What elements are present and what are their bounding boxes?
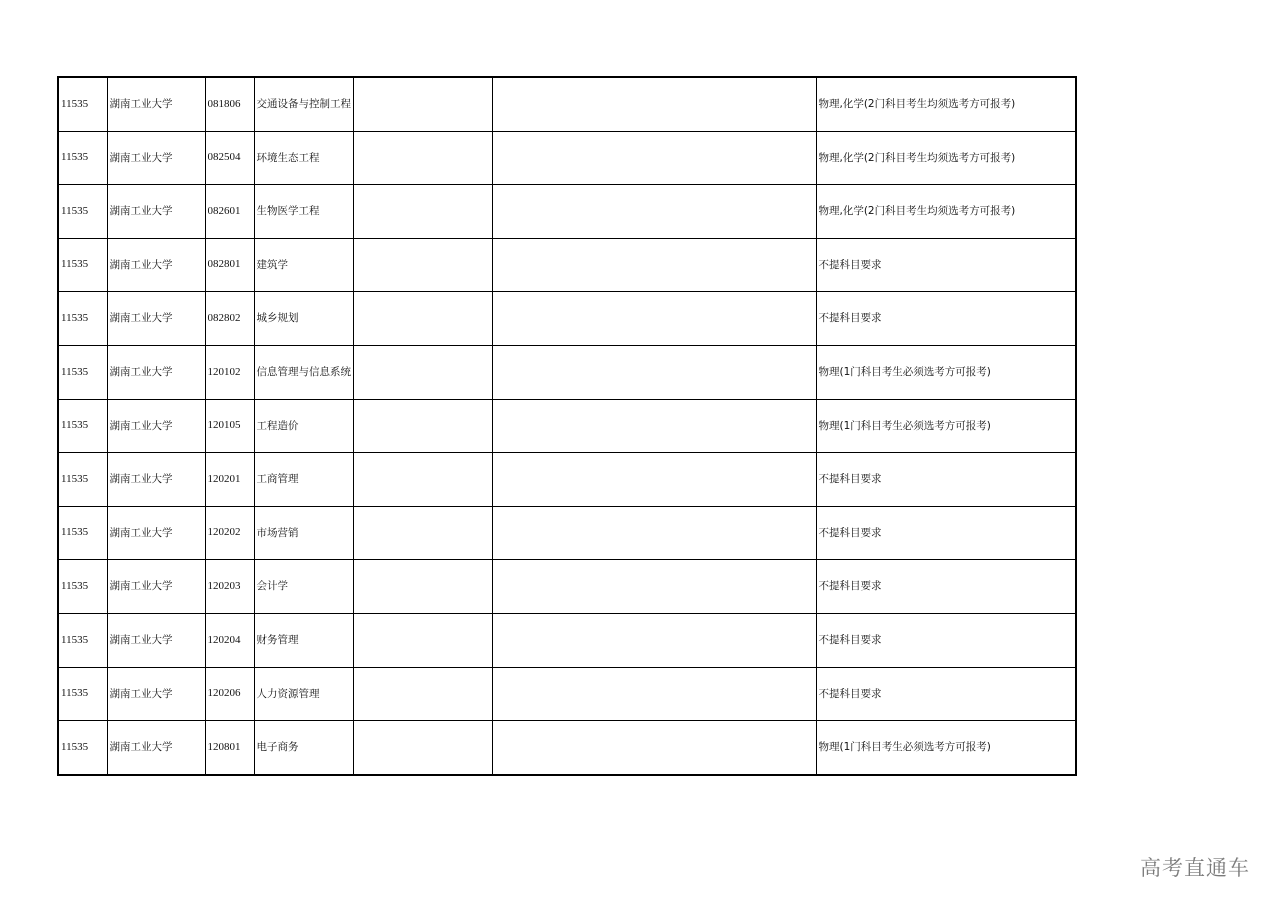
table-row xyxy=(58,345,1076,399)
school-name-cell: 湖南工业大学 xyxy=(107,721,205,775)
school-name-cell: 湖南工业大学 xyxy=(107,453,205,507)
empty-cell xyxy=(353,613,492,667)
major-name-cell: 交通设备与控制工程 xyxy=(254,77,353,131)
school-code-cell: 11535 xyxy=(58,238,107,292)
major-code-cell: 120203 xyxy=(205,560,254,614)
major-code-cell: 082504 xyxy=(205,131,254,185)
empty-cell xyxy=(353,238,492,292)
subject-requirement-cell: 物理(1门科目考生必须选考方可报考) xyxy=(816,721,1076,775)
empty-cell xyxy=(353,77,492,131)
subject-requirement-cell: 不提科目要求 xyxy=(816,292,1076,346)
empty-cell xyxy=(353,399,492,453)
empty-cell xyxy=(353,131,492,185)
table-row xyxy=(58,453,1076,507)
table-row xyxy=(58,560,1076,614)
empty-cell xyxy=(492,506,816,560)
empty-cell xyxy=(492,131,816,185)
table-body xyxy=(58,77,1076,775)
major-code-cell: 120204 xyxy=(205,613,254,667)
school-name-cell: 湖南工业大学 xyxy=(107,77,205,131)
table-row xyxy=(58,292,1076,346)
empty-cell xyxy=(353,345,492,399)
empty-cell xyxy=(492,453,816,507)
table-row xyxy=(58,238,1076,292)
watermark-text: 高考直通车 xyxy=(1140,856,1250,880)
subject-requirement-cell: 物理,化学(2门科目考生均须选考方可报考) xyxy=(816,185,1076,239)
school-name-cell: 湖南工业大学 xyxy=(107,238,205,292)
subject-requirement-cell: 物理,化学(2门科目考生均须选考方可报考) xyxy=(816,77,1076,131)
school-code-cell: 11535 xyxy=(58,131,107,185)
subject-requirement-cell: 物理(1门科目考生必须选考方可报考) xyxy=(816,399,1076,453)
table-row xyxy=(58,185,1076,239)
major-name-cell: 生物医学工程 xyxy=(254,185,353,239)
school-name-cell: 湖南工业大学 xyxy=(107,667,205,721)
subject-requirement-cell: 不提科目要求 xyxy=(816,506,1076,560)
empty-cell xyxy=(492,721,816,775)
school-name-cell: 湖南工业大学 xyxy=(107,613,205,667)
empty-cell xyxy=(353,560,492,614)
empty-cell xyxy=(353,506,492,560)
major-code-cell: 120102 xyxy=(205,345,254,399)
school-code-cell: 11535 xyxy=(58,560,107,614)
table-row xyxy=(58,721,1076,775)
major-code-cell: 081806 xyxy=(205,77,254,131)
major-name-cell: 城乡规划 xyxy=(254,292,353,346)
school-code-cell: 11535 xyxy=(58,345,107,399)
school-code-cell: 11535 xyxy=(58,77,107,131)
major-name-cell: 人力资源管理 xyxy=(254,667,353,721)
empty-cell xyxy=(492,399,816,453)
subject-requirement-cell: 不提科目要求 xyxy=(816,238,1076,292)
school-name-cell: 湖南工业大学 xyxy=(107,560,205,614)
subject-requirement-cell: 物理,化学(2门科目考生均须选考方可报考) xyxy=(816,131,1076,185)
school-code-cell: 11535 xyxy=(58,506,107,560)
major-name-cell: 环境生态工程 xyxy=(254,131,353,185)
empty-cell xyxy=(492,667,816,721)
table-row xyxy=(58,613,1076,667)
subject-requirement-cell: 不提科目要求 xyxy=(816,453,1076,507)
table-row xyxy=(58,399,1076,453)
major-code-cell: 120206 xyxy=(205,667,254,721)
school-name-cell: 湖南工业大学 xyxy=(107,292,205,346)
major-name-cell: 电子商务 xyxy=(254,721,353,775)
subject-requirement-cell: 不提科目要求 xyxy=(816,613,1076,667)
major-code-cell: 082801 xyxy=(205,238,254,292)
empty-cell xyxy=(492,560,816,614)
empty-cell xyxy=(492,345,816,399)
empty-cell xyxy=(492,613,816,667)
major-code-cell: 120105 xyxy=(205,399,254,453)
table-row xyxy=(58,131,1076,185)
empty-cell xyxy=(492,292,816,346)
major-name-cell: 会计学 xyxy=(254,560,353,614)
school-code-cell: 11535 xyxy=(58,453,107,507)
empty-cell xyxy=(353,185,492,239)
school-code-cell: 11535 xyxy=(58,667,107,721)
empty-cell xyxy=(492,185,816,239)
empty-cell xyxy=(353,292,492,346)
subject-requirement-cell: 不提科目要求 xyxy=(816,560,1076,614)
empty-cell xyxy=(353,667,492,721)
school-code-cell: 11535 xyxy=(58,721,107,775)
school-code-cell: 11535 xyxy=(58,292,107,346)
major-name-cell: 工商管理 xyxy=(254,453,353,507)
empty-cell xyxy=(353,453,492,507)
major-name-cell: 工程造价 xyxy=(254,399,353,453)
major-code-cell: 082802 xyxy=(205,292,254,346)
school-name-cell: 湖南工业大学 xyxy=(107,506,205,560)
table-row xyxy=(58,506,1076,560)
major-name-cell: 财务管理 xyxy=(254,613,353,667)
school-name-cell: 湖南工业大学 xyxy=(107,399,205,453)
empty-cell xyxy=(492,238,816,292)
major-code-cell: 120201 xyxy=(205,453,254,507)
major-name-cell: 市场营销 xyxy=(254,506,353,560)
school-name-cell: 湖南工业大学 xyxy=(107,345,205,399)
subject-requirement-cell: 物理(1门科目考生必须选考方可报考) xyxy=(816,345,1076,399)
empty-cell xyxy=(353,721,492,775)
major-code-cell: 120202 xyxy=(205,506,254,560)
major-code-cell: 082601 xyxy=(205,185,254,239)
subject-requirements-table xyxy=(57,76,1077,776)
table-row xyxy=(58,77,1076,131)
empty-cell xyxy=(492,77,816,131)
major-code-cell: 120801 xyxy=(205,721,254,775)
school-code-cell: 11535 xyxy=(58,399,107,453)
table-row xyxy=(58,667,1076,721)
major-name-cell: 信息管理与信息系统 xyxy=(254,345,353,399)
school-code-cell: 11535 xyxy=(58,185,107,239)
major-name-cell: 建筑学 xyxy=(254,238,353,292)
subject-requirement-cell: 不提科目要求 xyxy=(816,667,1076,721)
school-name-cell: 湖南工业大学 xyxy=(107,185,205,239)
school-name-cell: 湖南工业大学 xyxy=(107,131,205,185)
school-code-cell: 11535 xyxy=(58,613,107,667)
